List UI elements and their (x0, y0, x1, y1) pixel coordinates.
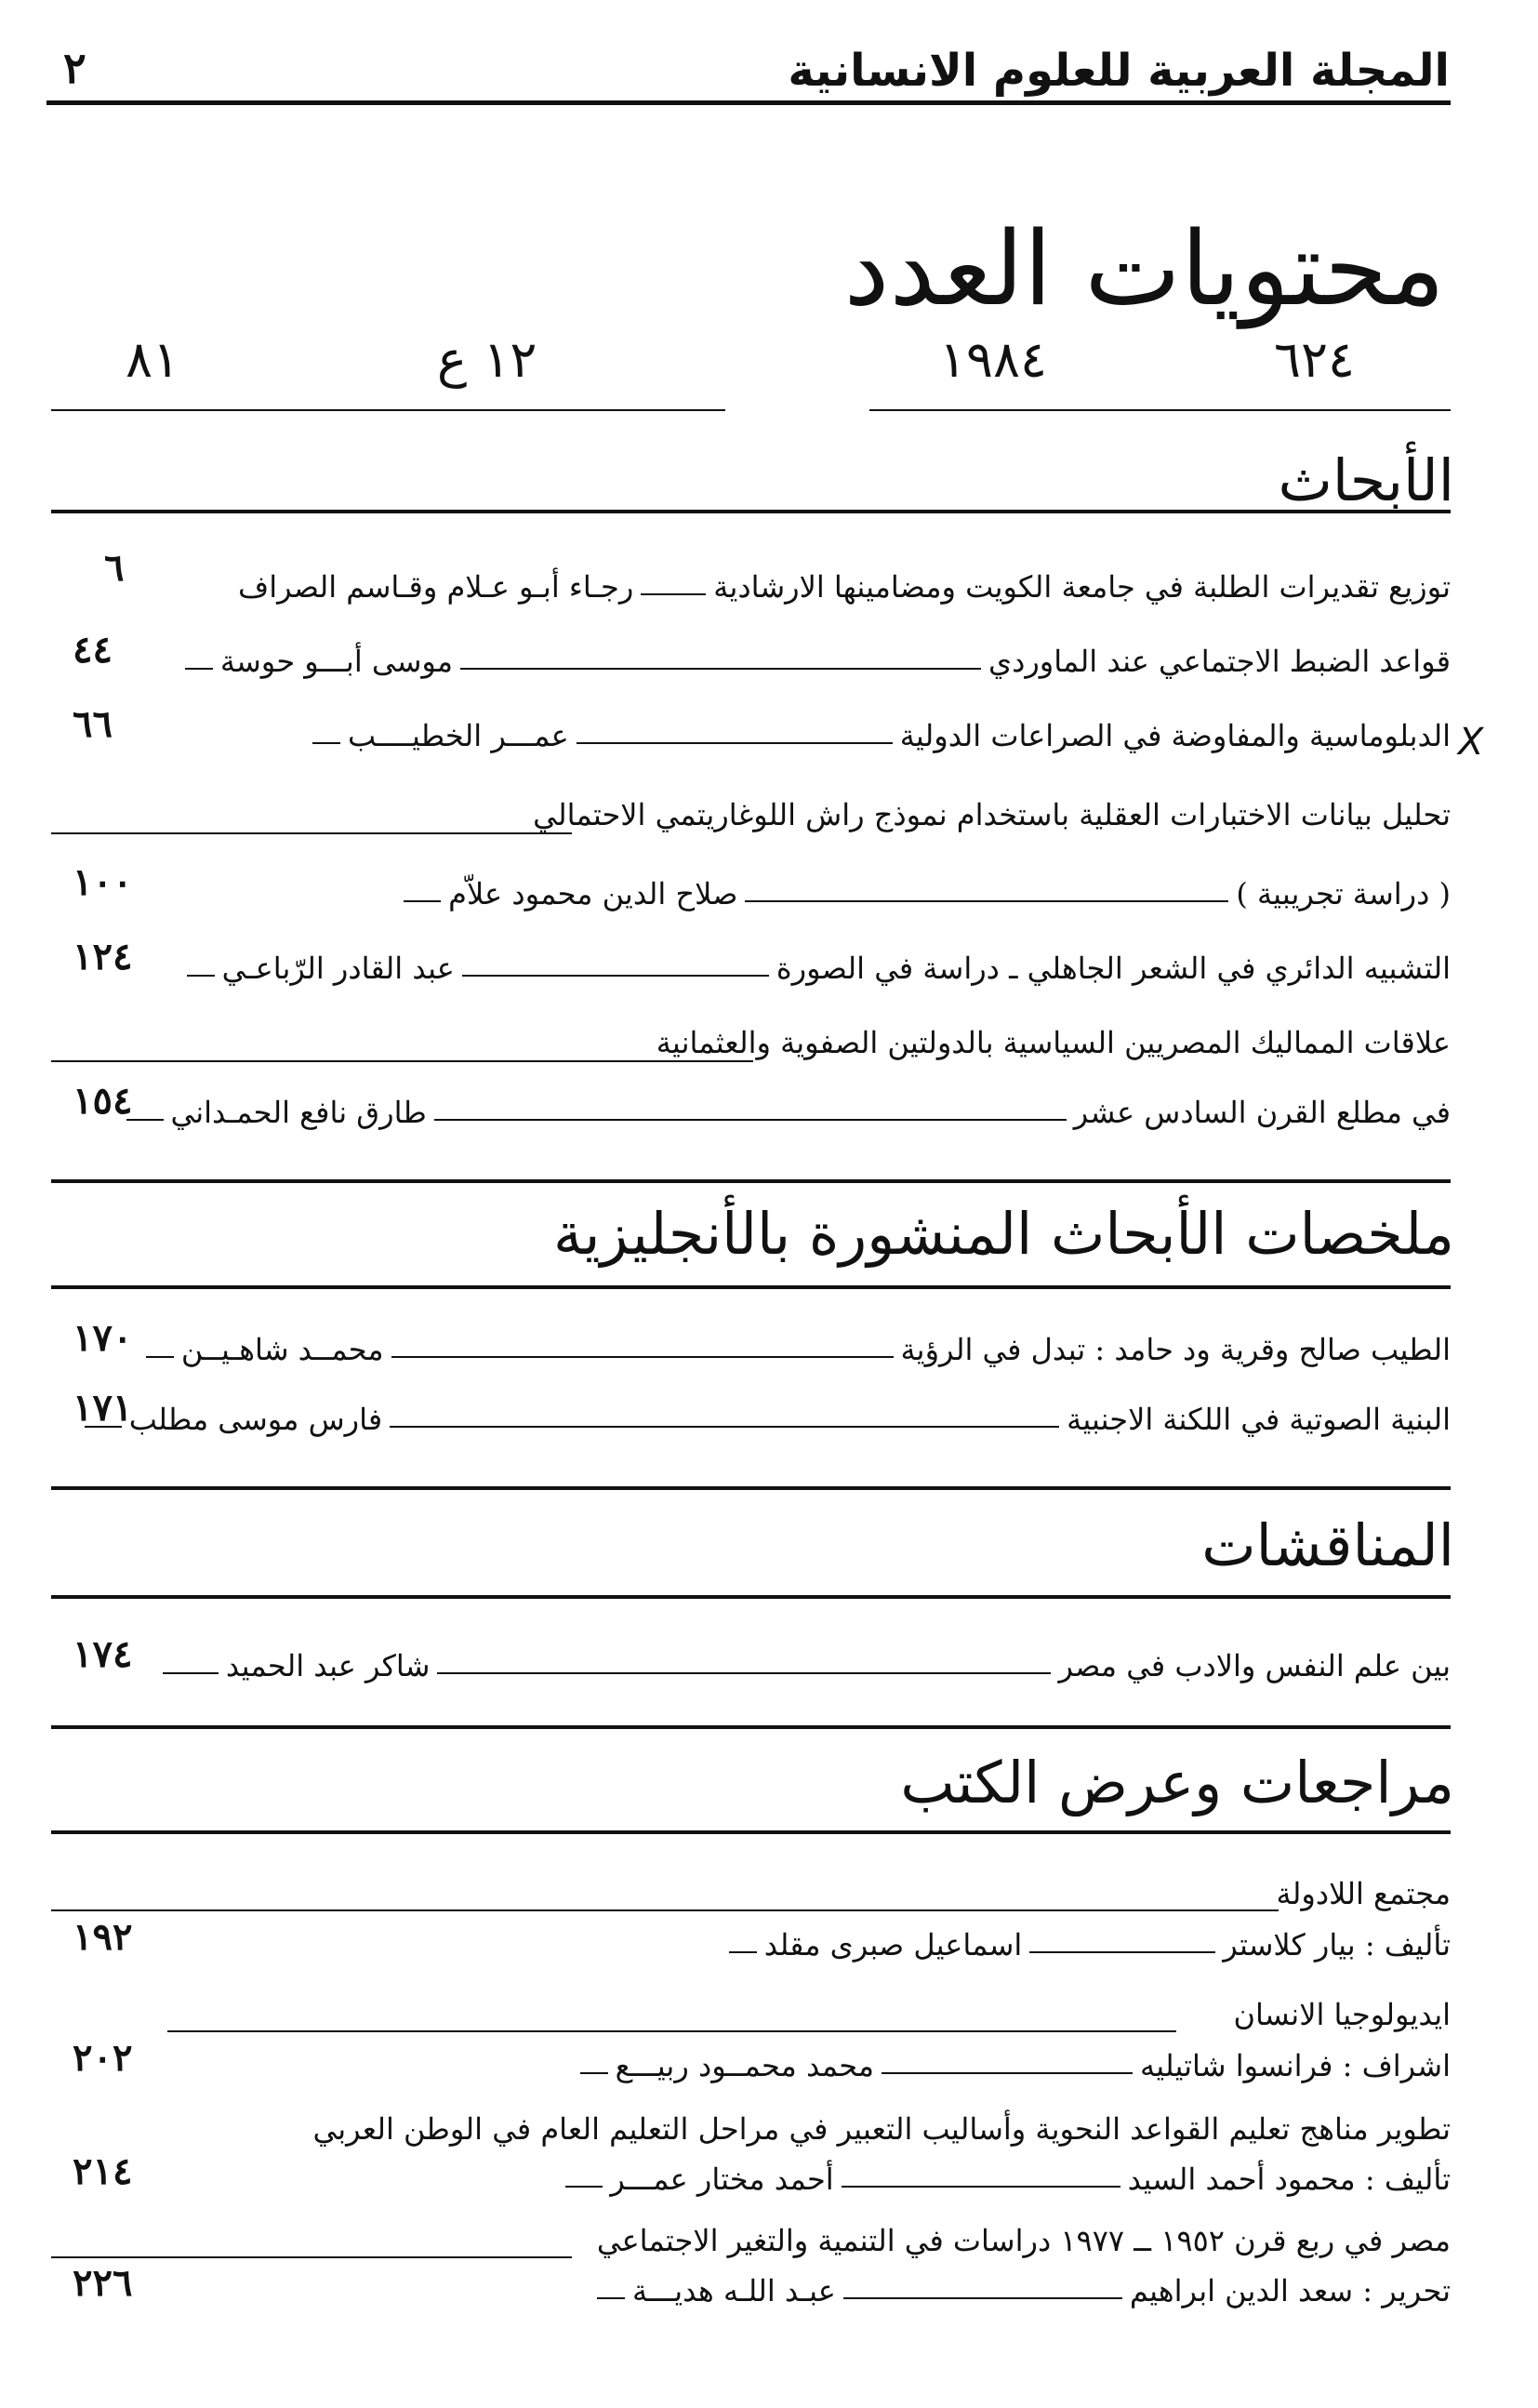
section-rule-reviews (51, 1830, 1451, 1834)
entry-text (178, 644, 1451, 679)
entry-author: عمـــر الخطيــــب (348, 718, 569, 753)
leader-line (126, 1119, 164, 1121)
entry-text (119, 1095, 1451, 1130)
entry-author: رجـاء أبـو عـلام وقـاسم الصراف (238, 569, 634, 605)
entry-page: ١٧٠ (73, 1316, 133, 1360)
leader-line (843, 2297, 1122, 2299)
entry-text (77, 1402, 1451, 1437)
entry-text (305, 718, 1451, 753)
toc-entry (46, 1632, 1451, 1689)
entry-page: ٦٦ (73, 702, 113, 746)
toc-entry (46, 546, 1451, 610)
entry-title: البنية الصوتية في اللكنة الاجنبية (1067, 1402, 1451, 1437)
entry-title: تأليف : محمود أحمد السيد (1127, 2162, 1451, 2197)
entry-title: توزيع تقديرات الطلبة في جامعة الكويت ومضامينها الارشادية (713, 569, 1451, 605)
toc-entry (46, 2100, 1451, 2152)
entry-title: تأليف : بيار كلاستر (1223, 1927, 1451, 1962)
leader-line (187, 975, 215, 977)
entry-text (139, 1332, 1451, 1367)
toc-entry (46, 628, 1451, 685)
toc-entry (46, 2037, 1451, 2089)
leader-line (167, 2030, 1176, 2032)
entry-text (313, 2111, 1451, 2147)
leader-line (1029, 1951, 1215, 1953)
section-rule-research (51, 510, 1451, 513)
entry-title: في مطلع القرن السادس عشر (1073, 1095, 1451, 1130)
toc-entry (46, 1079, 1451, 1136)
entry-text (179, 951, 1451, 986)
entry-text (590, 2273, 1451, 2308)
entry-text (558, 2162, 1451, 2197)
entry-title: علاقات المماليك المصريين السياسية بالدولتين الصفوية والعثمانية (656, 1025, 1451, 1060)
leader-line (882, 2072, 1133, 2074)
toc-entry (46, 702, 1451, 759)
issue-rule-left (51, 409, 725, 411)
section-separator (51, 1486, 1451, 1490)
toc-entry (46, 1916, 1451, 1968)
toc-entry (46, 1386, 1451, 1443)
entry-title: قواعد الضبط الاجتماعي عند الماوردي (988, 644, 1451, 679)
entry-page: ١٠٠ (73, 860, 133, 904)
entry-author: عبـد اللـه هديـــة (631, 2273, 836, 2308)
entry-text (722, 1927, 1451, 1962)
leader-line (185, 668, 213, 670)
entry-text (155, 1648, 1451, 1683)
entry-author: أحمد مختار عمـــر (610, 2162, 834, 2197)
leader-line (51, 1060, 753, 1062)
entry-title: ايديولوجيا الانسان (1233, 1997, 1451, 2032)
entry-title: تحرير : سعد الدين ابراهيم (1129, 2273, 1451, 2308)
entry-author: فارس موسى مطلب (128, 1402, 383, 1437)
toc-entry (46, 1014, 1451, 1066)
toc-entry (46, 2212, 1451, 2264)
header-rule (46, 100, 1451, 105)
leader-line (404, 900, 441, 902)
entry-title: التشبيه الدائري في الشعر الجاهلي ـ دراسة في الصورة (776, 951, 1451, 986)
section-title-abstracts: ملخصات الأبحاث المنشورة بالأنجليزية (552, 1200, 1454, 1268)
leader-line (312, 742, 340, 744)
entry-page: ٢٠٢ (73, 2036, 133, 2080)
leader-line (462, 975, 769, 977)
leader-line (842, 2186, 1120, 2188)
leader-line (51, 832, 572, 834)
entry-text (597, 2223, 1451, 2258)
toc-entry (46, 1865, 1451, 1917)
entry-page: ٢١٤ (73, 2149, 133, 2193)
leader-line (51, 2256, 572, 2258)
toc-entry (46, 2150, 1451, 2202)
entry-page: ١٧١ (73, 1386, 133, 1430)
section-title-research: الأبحاث (1278, 446, 1454, 514)
leader-line (163, 1672, 219, 1674)
entry-page: ٢٢٦ (73, 2261, 133, 2305)
entry-text (1277, 1876, 1452, 1911)
entry-author: اسماعيل صبرى مقلد (763, 1927, 1023, 1962)
handwritten-issue-12: ١٢ ع (437, 330, 537, 389)
entry-text (573, 2048, 1451, 2083)
entry-page: ١٢٤ (73, 935, 133, 978)
entry-page: ١٥٤ (73, 1079, 133, 1123)
leader-line (146, 1356, 174, 1358)
toc-entry (46, 860, 1451, 917)
toc-entry (46, 935, 1451, 991)
leader-line (565, 2186, 603, 2188)
leader-line (745, 900, 1228, 902)
leader-line (577, 742, 893, 744)
leader-line (437, 1672, 1051, 1674)
leader-line (390, 1426, 1059, 1428)
entry-author: شاكر عبد الحميد (225, 1648, 431, 1683)
handwritten-1984: ١٩٨٤ (939, 330, 1048, 389)
margin-mark: X (1458, 721, 1484, 764)
issue-title: محتويات العدد (843, 209, 1445, 328)
toc-entry (46, 1986, 1451, 2038)
entry-page: ١٩٢ (73, 1915, 133, 1959)
section-title-reviews: مراجعات وعرض الكتب (900, 1749, 1454, 1816)
entry-page: ١٧٤ (73, 1632, 133, 1676)
entry-author: عبد القادر الرّباعـي (221, 951, 455, 986)
entry-text (1233, 1997, 1451, 2032)
journal-name: المجلة العربية للعلوم الانسانية (788, 45, 1450, 97)
entry-title: تطوير مناهج تعليم القواعد النحوية وأساليب التعبير في مراحل التعليم العام في الوطن العربي (312, 2111, 1451, 2147)
leader-line (580, 2072, 608, 2074)
toc-entry (46, 786, 1451, 838)
entry-author: صلاح الدين محمود علاّم (448, 876, 738, 911)
entry-page: ٤٤ (73, 628, 113, 672)
entry-text (533, 797, 1451, 832)
entry-author: محمد محمــود ربيـــع (615, 2048, 875, 2083)
entry-title: الطيب صالح وقرية ود حامد : تبدل في الرؤية (900, 1332, 1451, 1367)
section-rule-discussions (51, 1595, 1451, 1599)
section-title-discussions: المناقشات (1201, 1511, 1454, 1579)
leader-line (729, 1951, 757, 1953)
entry-title: بين علم النفس والادب في مصر (1058, 1648, 1451, 1683)
entry-author: موسى أبـــو حوسة (219, 644, 454, 679)
section-separator (51, 1179, 1451, 1183)
leader-line (391, 1356, 894, 1358)
leader-line (597, 2297, 625, 2299)
entry-author: محمــد شاهـيــن (180, 1332, 384, 1367)
page-number: ٢ (63, 43, 86, 93)
handwritten-624: ٦٢٤ (1274, 330, 1356, 389)
toc-entry (46, 2262, 1451, 2314)
entry-title: مجتمع اللادولة (1276, 1876, 1451, 1911)
issue-rule-right (869, 409, 1451, 411)
entry-title: اشراف : فرانسوا شاتيليه (1140, 2048, 1451, 2083)
entry-title: الدبلوماسية والمفاوضة في الصراعات الدولية (899, 718, 1451, 753)
toc-entry (46, 1316, 1451, 1373)
leader-line (85, 1426, 122, 1428)
entry-title: ( دراسة تجريبية ) (1236, 876, 1451, 911)
entry-text (396, 876, 1451, 911)
leader-line (434, 1119, 1067, 1121)
entry-page: ٦ (104, 546, 125, 590)
entry-title: تحليل بيانات الاختبارات العقلية باستخدام نموذج راش اللوغاريتمي الاحتمالي (533, 797, 1451, 832)
leader-line (460, 668, 981, 670)
handwritten-81: ٨١ (126, 330, 180, 389)
entry-text (238, 569, 1451, 605)
leader-line (51, 1909, 1279, 1911)
entry-title: مصر في ربع قرن ١٩٥٢ ــ ١٩٧٧ دراسات في التنمية والتغير الاجتماعي (596, 2223, 1451, 2258)
section-rule-abstracts (51, 1285, 1451, 1289)
section-separator (51, 1725, 1451, 1729)
leader-line (641, 593, 706, 595)
entry-author: طارق نافع الحمـداني (170, 1095, 427, 1130)
entry-text (656, 1025, 1451, 1060)
